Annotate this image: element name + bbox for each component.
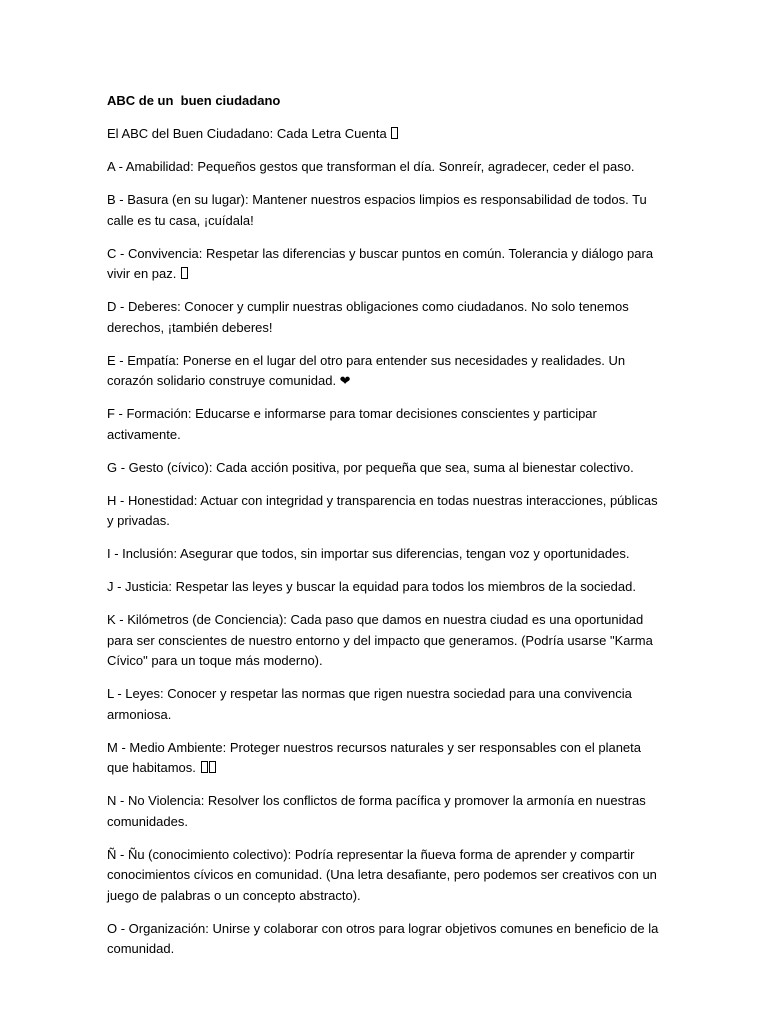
document-title: ABC de un buen ciudadano (107, 93, 281, 108)
missing-emoji-glyph-icon (209, 761, 216, 773)
paragraph (107, 351, 662, 392)
paragraph-text: H - Honestidad: Actuar con integridad y transparencia en todas nuestras interacciones, públicas y privadas. (107, 492, 658, 528)
paragraph (107, 919, 662, 960)
paragraph-text: J - Justicia: Respetar las leyes y buscar la equidad para todos los miembros de la sociedad. (107, 579, 636, 594)
paragraph (107, 491, 662, 532)
paragraph-text: F - Formación: Educarse e informarse para tomar decisiones conscientes y participar activamente. (107, 406, 597, 442)
paragraph-text: El ABC del Buen Ciudadano: Cada Letra Cuenta (107, 126, 387, 141)
paragraph-text: D - Deberes: Conocer y cumplir nuestras obligaciones como ciudadanos. No solo tenemos derechos, ¡también deberes! (107, 299, 629, 335)
paragraph (107, 124, 662, 145)
paragraph-list (107, 124, 662, 960)
paragraph-text: O - Organización: Unirse y colaborar con otros para lograr objetivos comunes en beneficio de la comunidad. (107, 920, 659, 956)
paragraph (107, 404, 662, 445)
paragraph (107, 610, 662, 672)
paragraph (107, 244, 662, 285)
paragraph-text: Ñ - Ñu (conocimiento colectivo): Podría representar la ñueva forma de aprender y compartir conocimientos cívicos en comunidad. (Una letra desafiante, pero podemos ser creativos con un juego de palabras o un concepto abstracto). (107, 846, 657, 903)
paragraph-text: K - Kilómetros (de Conciencia): Cada paso que damos en nuestra ciudad es una oportunidad para ser conscientes de nuestro entorno y del impacto que generamos. (Podría usarse "Karma Cívico" para un toque más moderno). (107, 612, 653, 668)
missing-emoji-glyph-icon (181, 267, 188, 279)
paragraph (107, 684, 662, 725)
paragraph (107, 544, 662, 565)
paragraph (107, 845, 662, 907)
paragraph-text: N - No Violencia: Resolver los conflictos de forma pacífica y promover la armonía en nuestras comunidades. (107, 793, 646, 829)
paragraph-text: L - Leyes: Conocer y respetar las normas que rigen nuestra sociedad para una convivencia armoniosa. (107, 686, 632, 722)
paragraph-text: M - Medio Ambiente: Proteger nuestros recursos naturales y ser responsables con el planeta que habitamos. (107, 739, 641, 775)
missing-emoji-glyph-icon (201, 761, 208, 773)
paragraph (107, 738, 662, 779)
paragraph-text: E - Empatía: Ponerse en el lugar del otro para entender sus necesidades y realidades. Un corazón solidario construye comunidad. ❤ (107, 352, 626, 388)
paragraph (107, 190, 662, 231)
paragraph (107, 458, 662, 479)
paragraph (107, 791, 662, 832)
paragraph-text: I - Inclusión: Asegurar que todos, sin importar sus diferencias, tengan voz y oportunidades. (107, 546, 630, 561)
paragraph (107, 577, 662, 598)
paragraph-text: C - Convivencia: Respetar las diferencias y buscar puntos en común. Tolerancia y diálogo para vivir en paz. (107, 245, 654, 281)
paragraph (107, 297, 662, 338)
paragraph-text: G - Gesto (cívico): Cada acción positiva, por pequeña que sea, suma al bienestar colectivo. (107, 459, 634, 475)
document-content (107, 91, 662, 972)
paragraph-text: A - Amabilidad: Pequeños gestos que transforman el día. Sonreír, agradecer, ceder el paso. (107, 159, 635, 174)
paragraph-text: B - Basura (en su lugar): Mantener nuestros espacios limpios es responsabilidad de todos. Tu calle es tu casa, ¡cuídala! (107, 192, 647, 228)
paragraph (107, 157, 662, 178)
missing-emoji-glyph-icon (391, 127, 398, 139)
